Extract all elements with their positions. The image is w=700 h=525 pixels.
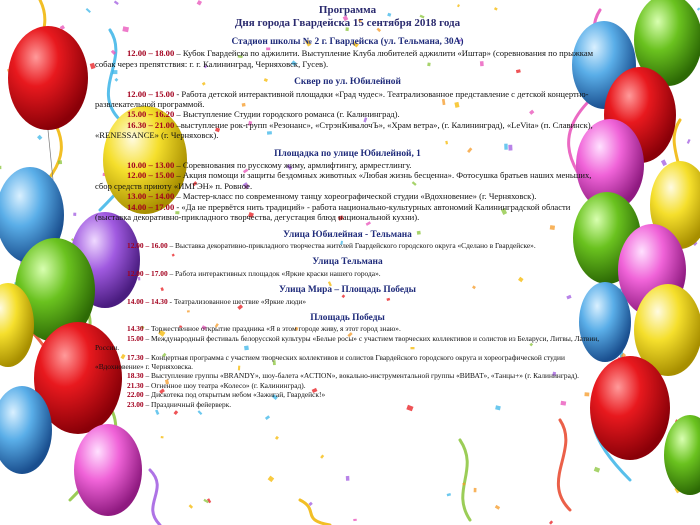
program-section <box>95 231 600 251</box>
confetti-piece <box>37 135 42 140</box>
schedule-item <box>95 324 600 333</box>
confetti-piece <box>474 488 477 492</box>
schedule-time: 14.00 – 17.00 <box>127 201 175 212</box>
schedule-description: – Соревнования по русскому жиму, армлифтингу, армрестлингу. <box>174 160 412 171</box>
schedule-time: 22.00 <box>127 390 144 400</box>
schedule-description: – Выставка декоративно-прикладного творчества жителей Гвардейского городского округа «Сделано в Гвардейске». <box>167 240 536 250</box>
confetti-piece <box>161 436 164 438</box>
confetti-piece <box>73 213 76 216</box>
schedule-time: 12.00 – 16.00 <box>127 240 168 250</box>
schedule-item <box>95 269 600 278</box>
schedule-item <box>95 390 600 399</box>
schedule-time: 12.00 – 15.00 <box>127 88 175 99</box>
section-heading: Площадь Победы <box>310 312 385 323</box>
schedule-item <box>95 120 600 141</box>
schedule-item <box>95 334 600 353</box>
confetti-piece <box>594 467 600 473</box>
schedule-item <box>95 160 600 170</box>
schedule-time: 23.00 <box>127 399 144 409</box>
confetti-piece <box>447 493 451 496</box>
schedule-item <box>95 191 600 201</box>
program-sections <box>95 37 600 409</box>
schedule-time: 14.30 <box>127 324 144 334</box>
schedule-description: – Мастер-класс по современному танцу хореографической студии «Вдохновение» (г. Черняховск). <box>174 191 537 202</box>
schedule-time: 21.30 <box>127 380 144 390</box>
confetti-piece <box>198 410 203 415</box>
schedule-description: – Концертная программа с участием творческих коллективов и солистов Гвардейского городского округа и хореографической студии «Вдохновение» г. Черняховска. <box>95 352 565 371</box>
schedule-description: - «Да не прервётся нить традиций» - работа национально-культурных автономий Калининградской области (выставка декоративно-прикладного творчества, дегустация блюд национальной кухни). <box>95 201 571 223</box>
schedule-description: – Выступление группы «BRANDY», шоу-балета «ACTION», вокально-инструментальной группы «ВИВАТ», «Танцы+» (г. Калининград). <box>143 371 579 381</box>
schedule-time: 14.00 – 14.30 <box>127 296 168 306</box>
confetti-piece <box>189 504 193 508</box>
schedule-time: 16.30 – 21.00 <box>127 119 175 130</box>
program-title-line2: Дня города Гвардейска 15 сентября 2018 года <box>234 16 461 29</box>
confetti-piece <box>265 415 270 420</box>
schedule-item <box>95 353 600 372</box>
schedule-time: 15.00 <box>127 333 144 343</box>
schedule-item <box>95 202 600 223</box>
schedule-description: – Работа интерактивных площадок «Яркие краски нашего города». <box>167 268 381 278</box>
confetti-piece <box>275 436 279 440</box>
schedule-item <box>95 170 600 191</box>
schedule-description: – Огненное шоу театра «Колесо» (г. Калининград). <box>143 380 306 390</box>
schedule-item <box>95 89 600 110</box>
program-section <box>95 286 600 306</box>
schedule-time: 18.30 <box>127 371 144 381</box>
section-heading: Площадка по улице Юбилейной, 1 <box>274 148 421 159</box>
schedule-item <box>95 400 600 409</box>
confetti-piece <box>549 520 553 524</box>
schedule-description: – Кубок Гвардейска по аджилити. Выступление Клуба любителей аджилити «Иштар» (соревнования по прыжкам собак через препятствия: г. г. Калининград, Черняховск, Гусев). <box>95 48 594 69</box>
schedule-description: - Работа детской интерактивной площадки «Град чудес». Театрализованное представление с детской концертно-развлекательной программой. <box>95 88 589 110</box>
confetti-piece <box>661 159 667 166</box>
schedule-item <box>95 371 600 380</box>
program-title-line1: Программа <box>318 4 377 16</box>
schedule-item <box>95 109 600 119</box>
section-heading: Улица Юбилейная - Тельмана <box>283 229 412 240</box>
confetti-piece <box>353 519 357 521</box>
schedule-item <box>95 297 600 306</box>
confetti-piece <box>495 505 500 510</box>
schedule-description: - Театрализованное шествие «Яркие люди» <box>167 296 307 306</box>
schedule-time: 17.30 <box>127 352 144 362</box>
program-section <box>95 149 600 223</box>
confetti-piece <box>320 455 324 459</box>
schedule-item <box>95 381 600 390</box>
confetti-piece <box>346 476 350 481</box>
confetti-piece <box>58 160 62 164</box>
schedule-description: – Международный фестиваль белорусской культуры «Белые росы» с участием творческих коллективов и солистов из Беларуси, Литвы, Латвии, России. <box>95 333 600 353</box>
schedule-time: 12.00 – 17.00 <box>127 268 168 278</box>
confetti-piece <box>86 8 91 13</box>
schedule-time: 12.00 – 18.00 <box>127 48 175 59</box>
schedule-time: 12.00 – 15.00 <box>127 170 175 181</box>
schedule-time: 15.00 – 16.20 <box>127 109 175 120</box>
program-section <box>95 314 600 409</box>
schedule-description: – Праздничный фейерверк. <box>143 399 232 409</box>
schedule-description: – Выступление Студии городского романса (г. Калининград). <box>174 109 400 120</box>
confetti-piece <box>0 166 1 169</box>
confetti-piece <box>687 139 691 144</box>
schedule-description: – Торжественное открытие праздника «Я в этом городе живу, я этот город знаю». <box>143 324 401 334</box>
schedule-item <box>95 241 600 250</box>
schedule-description: –выступление рок-групп «Резонанс», «СтрэнКивалочЪ», «Храм ветра», (г. Калининград), «LeVita» (п. Славинск), «RENESSANCE» (г. Черняховск). <box>95 119 593 141</box>
section-heading: Сквер по ул. Юбилейной <box>294 77 401 88</box>
program-section <box>95 258 600 278</box>
program-title <box>95 4 600 29</box>
section-heading: Стадион школы № 2 г. Гвардейска (ул. Тельмана, 30А) <box>231 37 464 47</box>
schedule-description: – Дискотека под открытым небом «Зажигай, Гвардейск!» <box>143 390 326 400</box>
schedule-time: 13.00 – 14.00 <box>127 191 175 202</box>
section-heading: Улица Тельмана <box>312 257 383 268</box>
schedule-item <box>95 48 600 69</box>
confetti-piece <box>174 410 179 415</box>
schedule-description: – Акция помощи и защиты бездомных животных «Любая жизнь бесценна». Фотосушка братьев наших меньших, сбор средств приюту «ИМГЭН» п. Ровное. <box>95 170 592 191</box>
program-document <box>95 4 600 409</box>
confetti-piece <box>268 476 275 483</box>
confetti-piece <box>155 410 159 415</box>
section-heading: Улица Мира – Площадь Победы <box>279 285 416 296</box>
program-section <box>95 37 600 69</box>
program-section <box>95 77 600 140</box>
schedule-time: 10.00 – 13.00 <box>127 160 175 171</box>
